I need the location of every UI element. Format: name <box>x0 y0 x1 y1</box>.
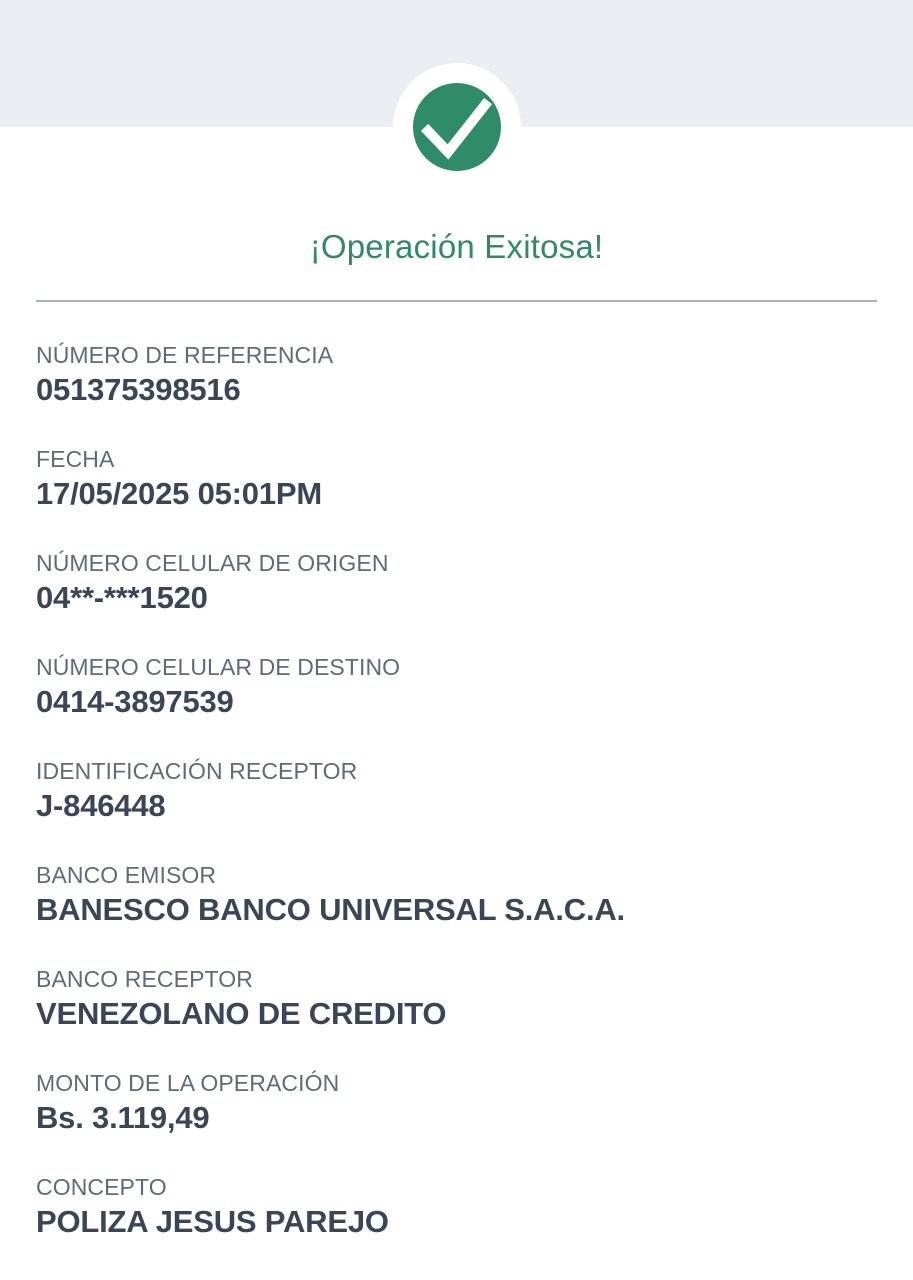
field-label: BANCO EMISOR <box>36 862 217 888</box>
field-label: NÚMERO DE REFERENCIA <box>36 342 334 368</box>
success-title: ¡Operación Exitosa! <box>309 228 604 265</box>
receipt-field-destination-phone <box>36 654 877 721</box>
success-check-icon <box>413 83 501 171</box>
field-label: CONCEPTO <box>36 1174 167 1200</box>
receipt-field-amount <box>36 1070 877 1137</box>
field-label: NÚMERO CELULAR DE DESTINO <box>36 654 401 680</box>
receipt-field-date <box>36 446 877 513</box>
receipt-field-issuing-bank <box>36 862 877 929</box>
receipt-field-receiving-bank <box>36 966 877 1033</box>
success-badge-circle <box>413 83 501 171</box>
receipt-field-reference <box>36 342 877 409</box>
field-value: J-846448 <box>36 788 166 823</box>
receipt-fields <box>36 342 877 1278</box>
field-value: POLIZA JESUS PAREJO <box>36 1204 389 1239</box>
field-label: NÚMERO CELULAR DE ORIGEN <box>36 550 389 576</box>
field-value: 0414-3897539 <box>36 684 234 719</box>
field-value: 04**-***1520 <box>36 580 208 615</box>
success-badge <box>393 63 521 191</box>
receipt-field-origin-phone <box>36 550 877 617</box>
field-label: IDENTIFICACIÓN RECEPTOR <box>36 758 358 784</box>
receipt-field-receiver-id <box>36 758 877 825</box>
divider <box>36 300 877 302</box>
field-label: BANCO RECEPTOR <box>36 966 253 992</box>
field-value: VENEZOLANO DE CREDITO <box>36 996 447 1031</box>
field-value: BANESCO BANCO UNIVERSAL S.A.C.A. <box>36 892 625 927</box>
field-value: 17/05/2025 05:01PM <box>36 476 322 511</box>
field-label: MONTO DE LA OPERACIÓN <box>36 1070 340 1096</box>
field-value: Bs. 3.119,49 <box>36 1100 210 1135</box>
field-value: 051375398516 <box>36 372 241 407</box>
field-label: FECHA <box>36 446 115 472</box>
receipt-field-concept <box>36 1174 877 1241</box>
